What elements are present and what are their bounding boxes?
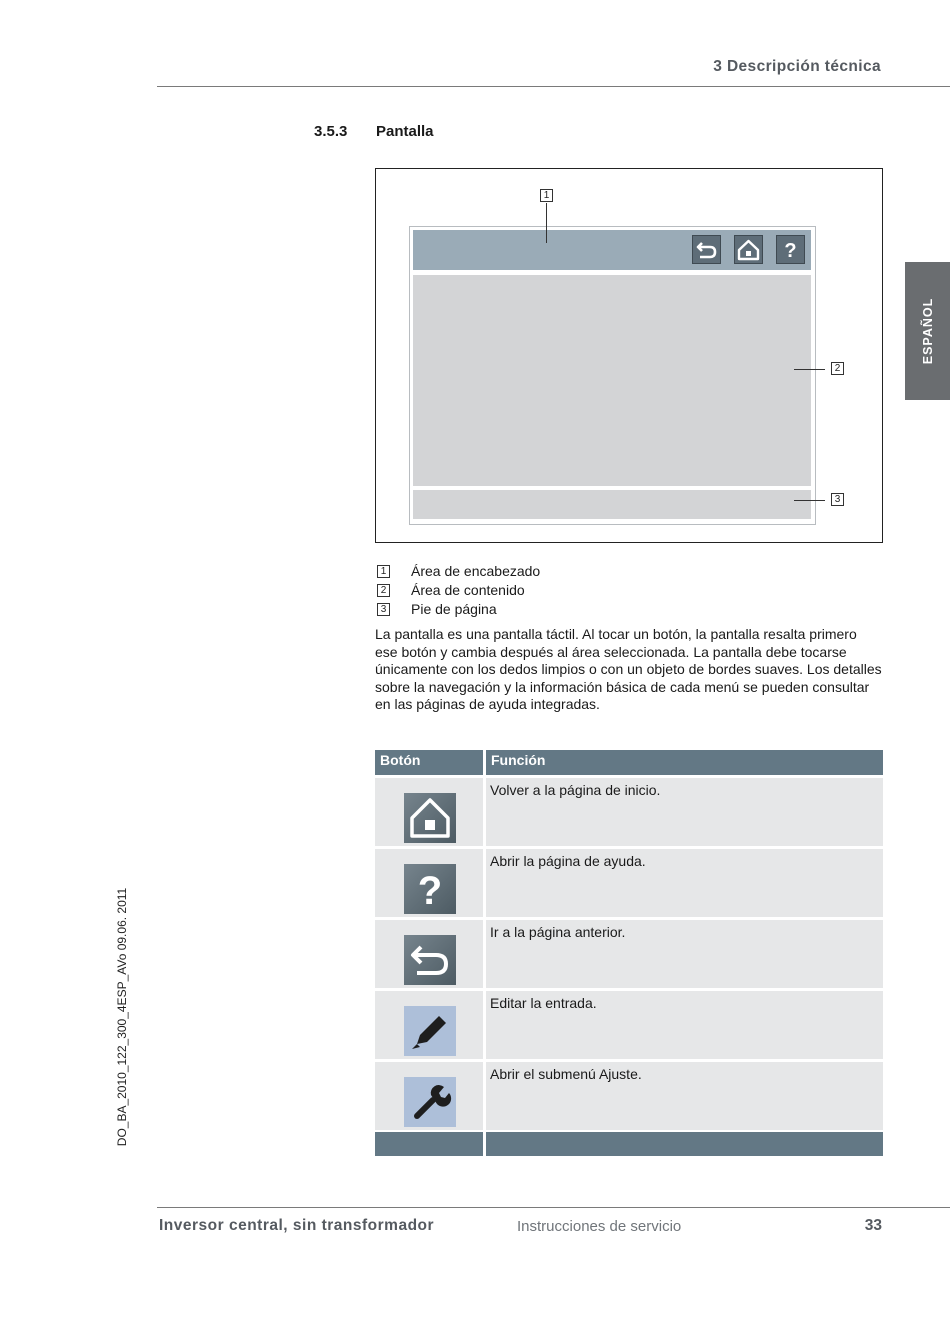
table-row: [486, 991, 883, 1059]
callout-1: 1: [540, 189, 553, 202]
legend-text: Área de encabezado: [411, 563, 541, 579]
legend-text: Pie de página: [411, 601, 497, 617]
footer-product: Inversor central, sin transformador: [159, 1217, 435, 1234]
function-text: Abrir el submenú Ajuste.: [490, 1066, 642, 1082]
callout-2: 2: [831, 362, 844, 375]
header-rule: [157, 86, 950, 87]
table-footer-bar: [375, 1132, 483, 1156]
section-number: 3.5.3: [314, 123, 348, 140]
footer-doc-type: Instrucciones de servicio: [517, 1218, 682, 1235]
description-paragraph: La pantalla es una pantalla táctil. Al tocar un botón, la pantalla resalta primero ese botón y cambia después al área seleccionada. La pantalla debe tocarse únicamente con los dedos limpios o con un objeto de bordes suaves. Los detalles sobre la navegación y la información básica de cada menú se pueden consultar en las páginas de ayuda integradas.: [375, 626, 882, 712]
page-number: 33: [864, 1217, 882, 1234]
table-header-button: Botón: [375, 750, 483, 775]
figure-home-icon: [734, 235, 763, 264]
table-row: [486, 778, 883, 846]
figure-content-area: [413, 275, 811, 486]
function-text: Abrir la página de ayuda.: [490, 853, 646, 869]
svg-text:?: ?: [417, 869, 443, 913]
table-footer-bar: [486, 1132, 883, 1156]
figure-footer-area: [413, 490, 811, 519]
table-row: [486, 920, 883, 988]
table-row: [375, 1062, 483, 1130]
table-row: [375, 991, 483, 1059]
function-text: Editar la entrada.: [490, 995, 597, 1011]
legend-number: 1: [377, 565, 390, 578]
back-icon: [404, 935, 456, 985]
callout-2-leader: [794, 369, 825, 370]
table-row: [375, 849, 483, 917]
callout-1-leader: [546, 203, 547, 243]
legend-number: 3: [377, 603, 390, 616]
wrench-icon: [404, 1077, 456, 1127]
table-header-function: Función: [486, 750, 883, 775]
table-row: [486, 849, 883, 917]
callout-3: 3: [831, 493, 844, 506]
legend-text: Área de contenido: [411, 582, 525, 598]
section-title: Pantalla: [376, 123, 434, 140]
home-icon: [404, 793, 456, 843]
svg-text:?: ?: [784, 240, 797, 262]
language-tab: [905, 262, 950, 400]
figure-help-icon: [776, 235, 805, 264]
table-row: [375, 920, 483, 988]
document-id: DO_BA_2010_122_300_4ESP_AVo 09.06. 2011: [115, 887, 129, 1147]
table-row: [375, 778, 483, 846]
figure-back-icon: [692, 235, 721, 264]
function-text: Ir a la página anterior.: [490, 924, 626, 940]
table-row: [486, 1062, 883, 1130]
callout-3-leader: [794, 500, 825, 501]
footer-rule: [157, 1207, 950, 1208]
chapter-title: 3 Descripción técnica: [713, 58, 881, 75]
legend-number: 2: [377, 584, 390, 597]
help-icon: [404, 864, 456, 914]
pencil-icon: [404, 1006, 456, 1056]
language-tab-label: ESPAÑOL: [920, 297, 935, 365]
function-text: Volver a la página de inicio.: [490, 782, 661, 798]
